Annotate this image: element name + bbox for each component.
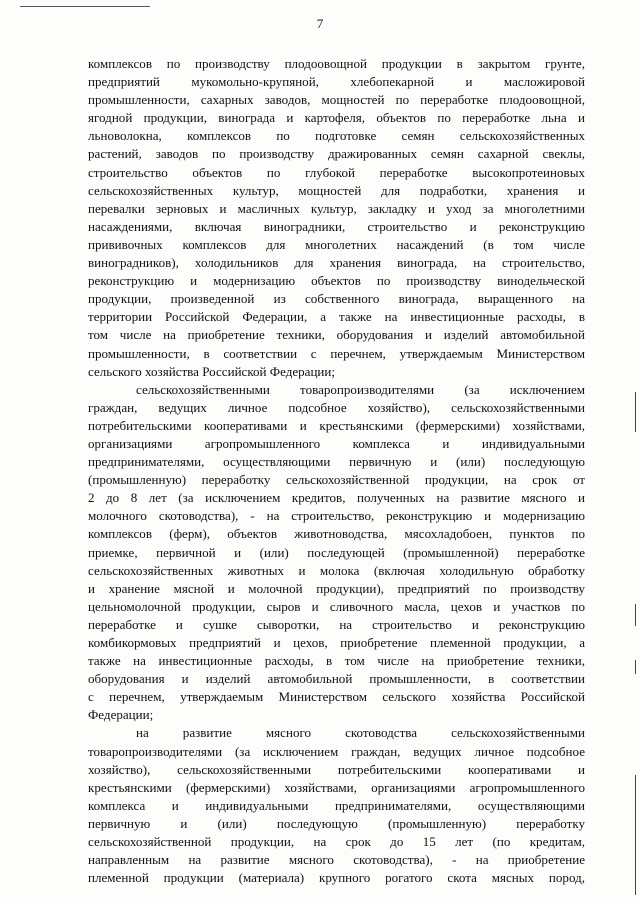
text-line: [88, 833, 585, 851]
text-line: [88, 869, 585, 887]
line-text: товаропроизводителями (за исключением граждан, ведущих личное подсобное: [88, 743, 585, 759]
text-line: [88, 236, 585, 254]
line-text: перевалки зерновых и масличных культур, закладку и уход за многолетними: [88, 200, 585, 216]
line-text: продукции, произведенной из собственного винограда, выращенного на: [88, 291, 585, 307]
text-line: [88, 724, 585, 742]
text-line: [88, 417, 585, 435]
line-text: потребительскими кооперативами и крестьянскими (фермерскими) хозяйствами,: [88, 417, 585, 433]
text-line: [88, 779, 585, 797]
line-text: ягодной продукции, винограда и картофеля, объектов по переработке льна и: [88, 110, 585, 126]
line-text: Федерации;: [88, 707, 154, 723]
text-line: [88, 743, 585, 761]
line-text: на развитие мясного скотоводства сельскохозяйственными: [136, 725, 585, 741]
text-line: [88, 326, 585, 344]
line-text: растений, заводов по производству дражированных семян сахарной свеклы,: [88, 146, 585, 162]
text-line: [88, 580, 585, 598]
text-line: [88, 145, 585, 163]
line-text: сельскохозяйственных культур, мощностей для подработки, хранения и: [88, 182, 585, 198]
text-line: [88, 182, 585, 200]
text-line: [88, 272, 585, 290]
text-line: [88, 471, 585, 489]
line-text: виноградников), холодильников для хранения винограда, на строительство,: [88, 255, 585, 271]
text-line: [88, 345, 585, 363]
text-line: [88, 218, 585, 236]
line-text: том числе на приобретение техники, оборудования и изделий автомобильной: [88, 327, 585, 343]
line-text: цельномолочной продукции, сыров и сливочного масла, цехов и участков по: [88, 598, 585, 614]
document-body: [88, 55, 585, 887]
text-line: [88, 399, 585, 417]
line-text: сельскохозяйственных животных и молока (включая холодильную обработку: [88, 562, 585, 578]
line-text: переработке и сушке сыворотки, на строительство и реконструкцию: [88, 616, 585, 632]
line-text: насаждениями, включая виноградники, строительство и реконструкцию: [88, 218, 585, 234]
text-line: [88, 797, 585, 815]
scan-edge-mark: [635, 604, 636, 626]
line-text: предприятий мукомольно-крупяной, хлебопекарной и масложировой: [88, 74, 585, 90]
line-text: прививочных комплексов для многолетних насаждений (в том числе: [88, 236, 585, 252]
text-line: [88, 616, 585, 634]
line-text: комплексов по производству плодоовощной продукции в закрытом грунте,: [88, 56, 585, 71]
line-text: комплексов (ферм), объектов животноводства, мясохладобоен, пунктов по: [88, 526, 585, 542]
text-line: [88, 761, 585, 779]
text-line: [88, 851, 585, 869]
text-line: [88, 652, 585, 670]
text-line: [88, 688, 585, 706]
line-text: промышленности, сахарных заводов, мощностей по переработке плодоовощной,: [88, 92, 585, 108]
scan-edge-mark: [635, 392, 636, 432]
text-line: [88, 55, 585, 73]
scan-edge-mark: [635, 775, 636, 895]
text-line: [88, 670, 585, 688]
line-text: молочного скотоводства), - на строительство, реконструкцию и модернизацию: [88, 508, 585, 524]
line-text: предпринимателями, осуществляющими первичную и (или) последующую: [88, 454, 585, 470]
text-line: [88, 706, 585, 724]
line-text: территории Российской Федерации, а также на инвестиционные расходы, в: [88, 309, 585, 325]
line-text: племенной продукции (материала) крупного рогатого скота мясных пород,: [88, 870, 585, 886]
text-line: [88, 200, 585, 218]
line-text: хозяйство), сельскохозяйственными потребительскими кооперативами и: [88, 761, 585, 777]
text-line: [88, 489, 585, 507]
line-text: 2 до 8 лет (за исключением кредитов, полученных на развитие мясного и: [88, 490, 585, 506]
line-text: комбикормовых предприятий и цехов, приобретение племенной продукции, а: [88, 635, 585, 650]
text-line: [88, 815, 585, 833]
line-text: льноволокна, комплексов по подготовке семян сельскохозяйственных: [88, 128, 585, 144]
text-line: [88, 109, 585, 127]
text-line: [88, 544, 585, 562]
line-text: сельского хозяйства Российской Федерации;: [88, 363, 336, 379]
text-line: [88, 598, 585, 616]
line-text: и хранение мясной и молочной продукции), предприятий по производству: [88, 580, 585, 596]
line-text: граждан, ведущих личное подсобное хозяйство), сельскохозяйственными: [88, 399, 585, 415]
line-text: сельскохозяйственными товаропроизводителями (за исключением: [136, 381, 585, 397]
text-line: [88, 164, 585, 182]
line-text: сельскохозяйственной продукции, на срок до 15 лет (по кредитам,: [88, 834, 585, 850]
page-number: 7: [316, 16, 324, 31]
text-line: [88, 363, 585, 381]
scan-edge-mark: [635, 660, 636, 674]
text-line: [88, 290, 585, 308]
line-text: реконструкцию и модернизацию объектов по производству винодельческой: [88, 273, 585, 289]
text-line: [88, 73, 585, 91]
text-line: [88, 254, 585, 272]
text-line: [88, 127, 585, 145]
scan-corner-mark: [20, 6, 150, 7]
line-text: также на инвестиционные расходы, в том числе на приобретение техники,: [88, 653, 585, 669]
text-line: [88, 634, 585, 652]
line-text: первичную и (или) последующую (промышленную) переработку: [88, 815, 585, 831]
text-line: [88, 435, 585, 453]
line-text: с перечнем, утверждаемым Министерством сельского хозяйства Российской: [88, 689, 585, 705]
text-line: [88, 453, 585, 471]
line-text: строительство объектов по глубокой переработке высокопротеиновых: [88, 164, 585, 180]
text-line: [88, 91, 585, 109]
line-text: приемке, первичной и (или) последующей (промышленной) переработке: [88, 544, 585, 560]
line-text: организациями агропромышленного комплекса и индивидуальными: [88, 435, 585, 451]
text-line: [88, 381, 585, 399]
text-line: [88, 525, 585, 543]
line-text: оборудования и изделий автомобильной промышленности, в соответствии: [88, 671, 585, 687]
line-text: крестьянскими (фермерскими) хозяйствами, организациями агропромышленного: [88, 779, 585, 795]
text-line: [88, 308, 585, 326]
line-text: промышленности, в соответствии с перечнем, утверждаемым Министерством: [88, 345, 585, 361]
text-line: [88, 562, 585, 580]
line-text: (промышленную) переработку сельскохозяйственной продукции, на срок от: [88, 472, 585, 488]
line-text: комплекса и индивидуальными предпринимателями, осуществляющими: [88, 797, 585, 813]
text-line: [88, 507, 585, 525]
line-text: направленным на развитие мясного скотоводства), - на приобретение: [88, 852, 585, 868]
